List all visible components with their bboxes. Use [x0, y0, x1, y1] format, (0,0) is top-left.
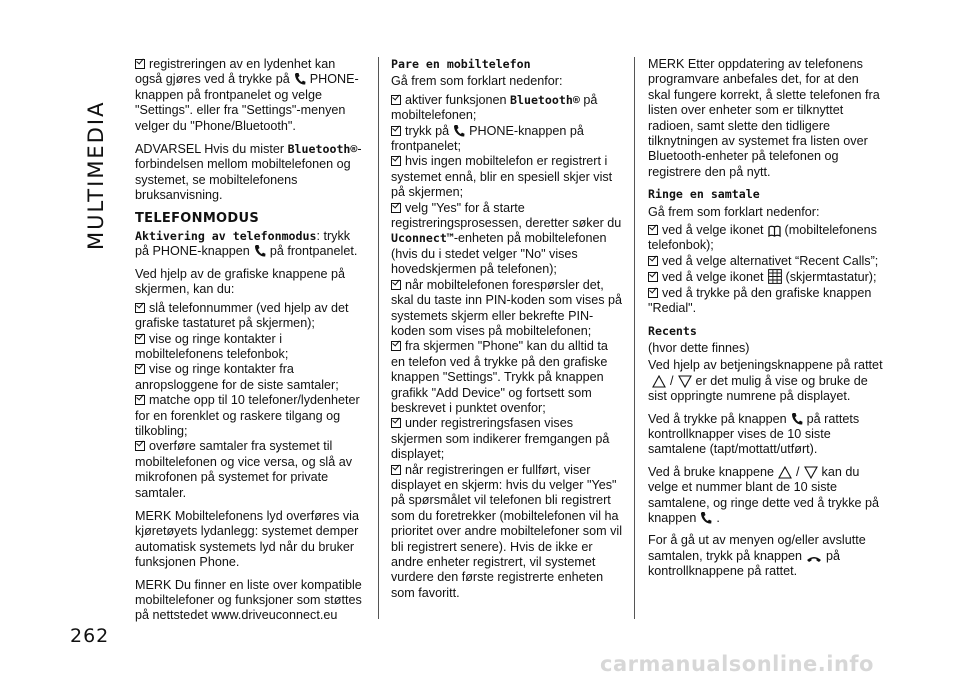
- item-text: matche opp til 10 telefoner/lydenheter for en forenklet og raskere tilgang og tilkobling;: [135, 393, 360, 438]
- item-text: trykk på: [405, 123, 450, 138]
- item-text: PHONE-knappen på frontpanelet;: [391, 123, 584, 154]
- list-item: [135, 439, 363, 501]
- column-1: [135, 57, 363, 631]
- activation-part: : trykk på PHONE-knappen: [135, 229, 351, 259]
- checkbox-icon: [648, 225, 658, 235]
- item-text: når registreringen er fullført, viser displayet en skjerm: hvis du velger "Yes" på spørsmålet vil telefonen bli registrert som du foretrekker (mobiltelefonen vil ha prioritet over andre mobiltelefoner som vil bli registrert senere). Hvis de ikke er andre enheter registrert, vil systemet vurdere den første registrerte enheten som favoritt.: [391, 462, 622, 600]
- checkbox-icon: [135, 364, 145, 374]
- warning-part: -forbindelsen mellom mobiltelefonen og systemet, se mobiltelefonens bruksanvisning.: [135, 142, 362, 203]
- list-item: [135, 362, 363, 393]
- item-text: vise og ringe kontakter fra anropsloggene for de siste samtaler;: [135, 362, 339, 392]
- paragraph-part: Ved hjelp av betjeningsknappene på rattet: [648, 358, 883, 373]
- activation-label: Aktivering av telefonmodus: [135, 229, 317, 244]
- section-title-text: MULTIMEDIA: [84, 100, 108, 250]
- list-item: [391, 416, 624, 462]
- paragraph-part: er det mulig å vise og bruke de sist oppringte numrene på displayet.: [648, 373, 868, 404]
- item-text: -enheten på mobiltelefonen (hvis du i stedet velger "No" vises hovedskjermen på telefonen);: [391, 231, 607, 277]
- list-item: [648, 269, 884, 285]
- checkbox-icon: [648, 272, 658, 282]
- checkbox-icon: [391, 465, 401, 475]
- list-item: [391, 154, 624, 200]
- checkbox-icon: [135, 59, 145, 69]
- item-text: på mobiltelefonen;: [391, 92, 598, 123]
- bluetooth-label: Bluetooth®: [287, 142, 358, 157]
- item-text: slå telefonnummer (ved hjelp av det grafiske tastaturet på skjermen);: [135, 300, 349, 331]
- list-item: [391, 339, 624, 416]
- list-item: [391, 278, 624, 340]
- list-item: [391, 93, 624, 124]
- activation-part: på frontpanelet.: [269, 244, 358, 259]
- section-heading: Ringe en samtale: [648, 187, 760, 202]
- keypad-icon: [768, 269, 782, 284]
- item-text: ved å velge ikonet: [662, 223, 764, 238]
- column-2: [391, 57, 624, 601]
- item-text: hvis ingen mobiltelefon er registrert i systemet ennå, blir en spesiell skjer vist på skjermen;: [391, 154, 613, 200]
- item-text: velg "Yes" for å starte registreringsprosessen, deretter søker du: [391, 200, 622, 231]
- phone-icon: [791, 412, 803, 426]
- item-text: aktiver funksjonen: [405, 92, 507, 107]
- intro-text: Ved hjelp av de grafiske knappene på skjermen, kan du:: [135, 266, 346, 297]
- column-divider: [378, 57, 379, 619]
- up-arrow-icon: [778, 466, 792, 479]
- checkbox-icon: [135, 303, 145, 313]
- checkbox-icon: [391, 156, 401, 166]
- list-item: [648, 223, 884, 254]
- item-text: ved å velge alternativet “Recent Calls”;: [662, 253, 879, 268]
- warning-text: [135, 142, 363, 204]
- list-item: [135, 332, 363, 363]
- checkbox-icon: [391, 95, 401, 105]
- note-text: MERK Mobiltelefonens lyd overføres via kjøretøyets lydanlegg: systemet demper automatisk systemets lyd når du bruker funksjonen Phone.: [135, 508, 359, 570]
- slash: /: [796, 464, 800, 479]
- list-item: [391, 124, 624, 155]
- intro-text: Gå frem som forklart nedenfor:: [391, 74, 563, 89]
- down-arrow-icon: [804, 466, 818, 479]
- column-divider: [634, 57, 635, 619]
- list-item: [391, 463, 624, 602]
- checkbox-icon: [135, 395, 145, 405]
- paragraph-part: Ved å trykke på knappen: [648, 411, 787, 426]
- note-text: MERK Etter oppdatering av telefonens programvare anbefales det, for at den skal fungere korrekt, å slette telefonen fra listen over enheter som er tilknyttet radioen, samt slette den tidligere tilknytningen av systemet fra listen over Bluetooth-enheter på telefonen og registrere den på nytt.: [648, 57, 880, 179]
- checkbox-icon: [391, 418, 401, 428]
- item-text: (mobiltelefonens telefonbok);: [648, 223, 877, 253]
- checkbox-icon: [135, 334, 145, 344]
- list-item: [391, 201, 624, 278]
- section-heading: TELEFONMODUS: [135, 210, 260, 226]
- warning-part: ADVARSEL Hvis du mister: [135, 142, 285, 157]
- slash: /: [670, 373, 674, 388]
- paragraph-part: kan du velge et nummer blant de 10 siste samtalene, og ringe dette ved å trykke på knappen: [648, 464, 880, 525]
- phone-icon: [254, 244, 266, 258]
- checkbox-icon: [135, 441, 145, 451]
- item-text: registreringen av en lydenhet kan også gjøres ved å trykke på: [135, 57, 336, 87]
- watermark: carmanualsonline.info: [600, 652, 874, 676]
- item-text: når mobiltelefonen forespørsler det, skal du taste inn PIN-koden som vises på systemets skjerm eller bekrefte PIN-koden som vises på mobiltelefonen;: [391, 277, 622, 338]
- item-text: vise og ringe kontakter i mobiltelefonens telefonbok;: [135, 331, 289, 361]
- paragraph-part: på kontrollknappene på rattet.: [648, 548, 841, 579]
- hang-up-icon: [806, 555, 822, 563]
- section-title: [78, 50, 108, 250]
- item-text: ved å trykke på den grafiske knappen "Redial".: [648, 285, 872, 316]
- list-item: [135, 393, 363, 439]
- paragraph-part: .: [716, 510, 720, 525]
- item-text: (skjermtastatur);: [785, 270, 877, 285]
- down-arrow-icon: [678, 375, 692, 388]
- paragraph-part: For å gå ut av menyen og/eller avslutte samtalen, trykk på knappen: [648, 533, 866, 563]
- phone-icon: [294, 72, 306, 86]
- checkbox-icon: [391, 126, 401, 136]
- paragraph-part: på rattets kontrollknapper vises de 10 siste samtalene (tapt/mottatt/utført).: [648, 411, 860, 457]
- section-heading: Recents: [648, 323, 697, 338]
- activation-text: [135, 229, 363, 260]
- section-heading: Pare en mobiltelefon: [391, 57, 531, 71]
- recents-paragraph: [648, 358, 884, 404]
- recents-paragraph: [648, 465, 884, 527]
- column-3: [648, 57, 884, 587]
- checkbox-icon: [391, 203, 401, 213]
- phonebook-icon: [768, 225, 781, 237]
- checkbox-icon: [648, 256, 658, 266]
- list-item: [648, 286, 884, 317]
- list-item: [135, 57, 363, 134]
- up-arrow-icon: [652, 375, 666, 388]
- phone-icon: [700, 511, 712, 525]
- recents-paragraph: [648, 412, 884, 458]
- page-number: 262: [70, 625, 110, 647]
- item-text: ved å velge ikonet: [662, 270, 764, 285]
- item-text: PHONE-knappen på frontpanelet og velge "Settings". eller fra "Settings"-menyen velger du "Phone/Bluetooth".: [135, 72, 359, 133]
- item-text: under registreringsfasen vises skjermen som indikerer fremgangen på displayet;: [391, 416, 610, 462]
- checkbox-icon: [391, 341, 401, 351]
- uconnect-label: Uconnect™: [391, 231, 454, 246]
- checkbox-icon: [648, 288, 658, 298]
- recents-paragraph: [648, 533, 884, 579]
- item-text: overføre samtaler fra systemet til mobiltelefonen og vice versa, og slå av mikrofonen på systemet for private samtaler.: [135, 439, 353, 500]
- list-item: [648, 254, 884, 269]
- note-text: MERK Du finner en liste over kompatible mobiltelefoner og funksjoner som støttes på nettstedet www.driveuconnect.eu: [135, 577, 362, 623]
- item-text: fra skjermen "Phone" kan du alltid ta en telefon ved å trykke på den grafiske knappen "Settings". Trykk på knappen grafikk "Add Device" og fortsett som beskrevet i punktet ovenfor;: [391, 339, 608, 415]
- subheading-text: (hvor dette finnes): [648, 340, 750, 355]
- list-item: [135, 301, 363, 332]
- paragraph-part: Ved å bruke knappene: [648, 464, 775, 479]
- phone-icon: [453, 124, 465, 138]
- bluetooth-label: Bluetooth®: [510, 92, 580, 107]
- checkbox-icon: [391, 280, 401, 290]
- intro-text: Gå frem som forklart nedenfor:: [648, 204, 820, 219]
